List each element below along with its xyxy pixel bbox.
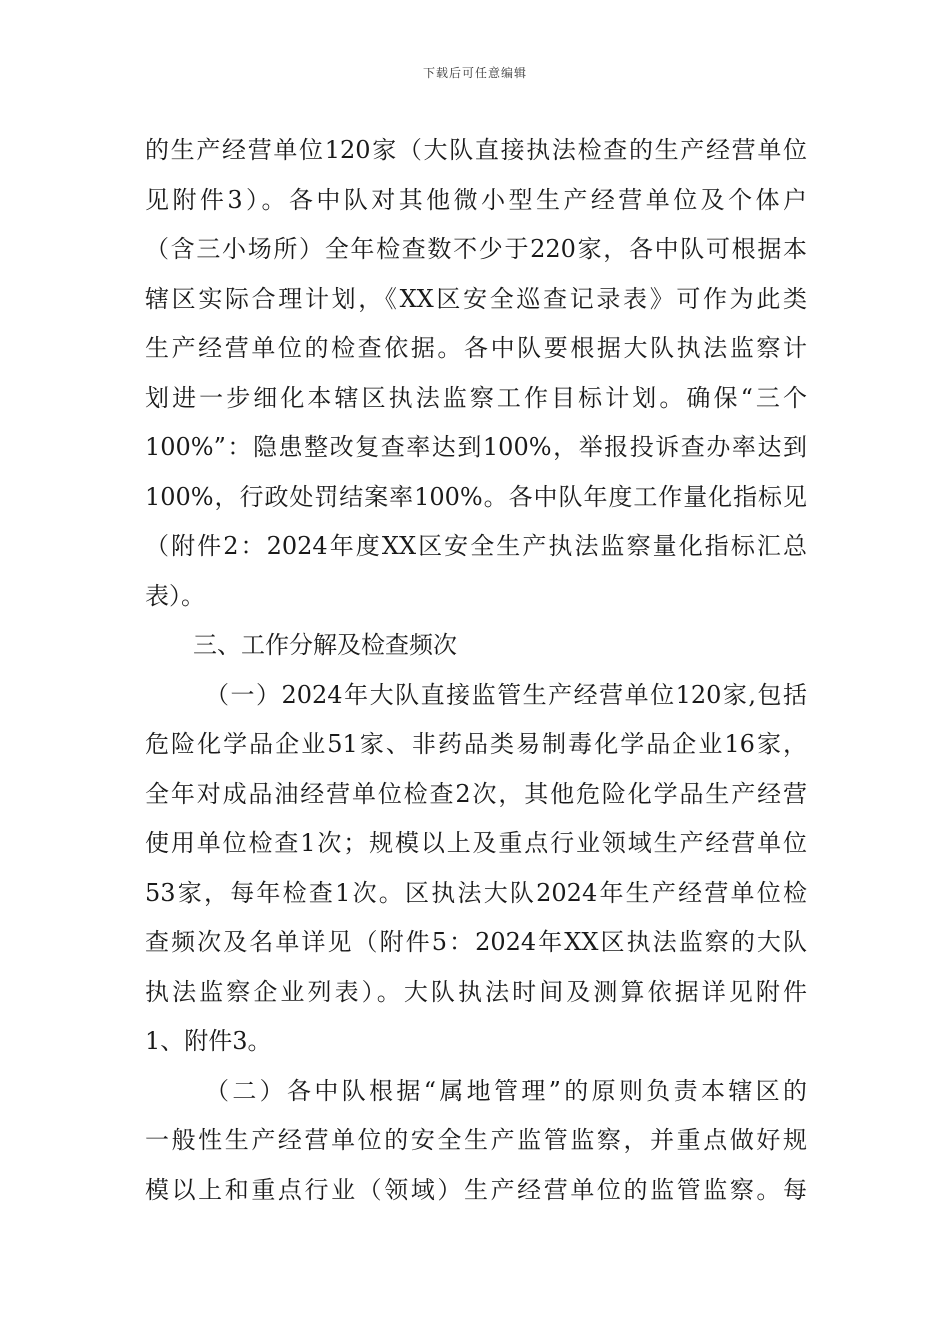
text-line-content: 执法监察企业列表）。大队执法时间及测算依据详见附件 [145, 977, 807, 1006]
text-line-content: 一般性生产经营单位的安全生产监管监察，并重点做好规 [145, 1126, 807, 1154]
text-line-content: （二）各中队根据“属地管理”的原则负责本辖区的 [205, 1076, 807, 1105]
text-line-content: 危险化学品企业51家、非药品类易制毒化学品企业16家， [145, 730, 807, 758]
text-line [145, 968, 807, 1018]
text-line [145, 1166, 807, 1216]
text-line-content: 见附件3）。各中队对其他微小型生产经营单位及个体户 [145, 185, 807, 214]
text-line-content: 53家，每年检查1次。区执法大队2024年生产经营单位检 [145, 878, 807, 907]
text-line [145, 522, 807, 572]
text-line-content: 全年对成品油经营单位检查2次，其他危险化学品生产经营 [145, 779, 807, 808]
text-line-content: （含三小场所）全年检查数不少于220家，各中队可根据本 [145, 235, 807, 263]
text-line-content: 表）。 [145, 581, 205, 610]
text-line-content: 生产经营单位的检查依据。各中队要根据大队执法监察计 [145, 334, 807, 362]
text-line [145, 720, 807, 770]
text-line [145, 1116, 807, 1166]
text-line [145, 126, 807, 176]
section-heading [145, 621, 807, 671]
document-body [145, 126, 807, 1215]
page-header-note: 下载后可任意编辑 [422, 66, 527, 80]
text-line [145, 918, 807, 968]
text-line [145, 869, 807, 919]
text-line-content: 辖区实际合理计划，《XX区安全巡查记录表》可作为此类 [145, 284, 807, 313]
text-line-content: 100%，行政处罚结案率100%。各中队年度工作量化指标见 [145, 482, 807, 511]
text-line [145, 423, 807, 473]
text-line [145, 1067, 807, 1117]
text-line [145, 1017, 807, 1067]
text-line [145, 225, 807, 275]
text-line [145, 473, 807, 523]
section-heading-text: 三、工作分解及检查频次 [193, 631, 457, 659]
text-line-content: 100%”：隐患整改复查率达到100%，举报投诉查办率达到 [145, 433, 807, 461]
text-line-content: 划进一步细化本辖区执法监察工作目标计划。确保“三个 [145, 383, 807, 412]
text-line-content: 的生产经营单位120家（大队直接执法检查的生产经营单位 [145, 136, 807, 164]
text-line [145, 572, 807, 622]
text-line [145, 176, 807, 226]
text-line [145, 770, 807, 820]
text-line [145, 671, 807, 721]
text-line [145, 374, 807, 424]
text-line [145, 324, 807, 374]
text-line-content: （一）2024年大队直接监管生产经营单位120家,包括 [205, 680, 807, 709]
text-line-content: 模以上和重点行业（领域）生产经营单位的监管监察。每 [145, 1175, 807, 1204]
text-line-content: 查频次及名单详见（附件5：2024年XX区执法监察的大队 [145, 928, 807, 956]
text-line-content: 使用单位检查1次；规模以上及重点行业领域生产经营单位 [145, 829, 807, 857]
text-line [145, 819, 807, 869]
text-line-content: （附件2：2024年度XX区安全生产执法监察量化指标汇总 [145, 532, 807, 560]
text-line-content: 1、附件3。 [145, 1027, 272, 1055]
text-line [145, 275, 807, 325]
